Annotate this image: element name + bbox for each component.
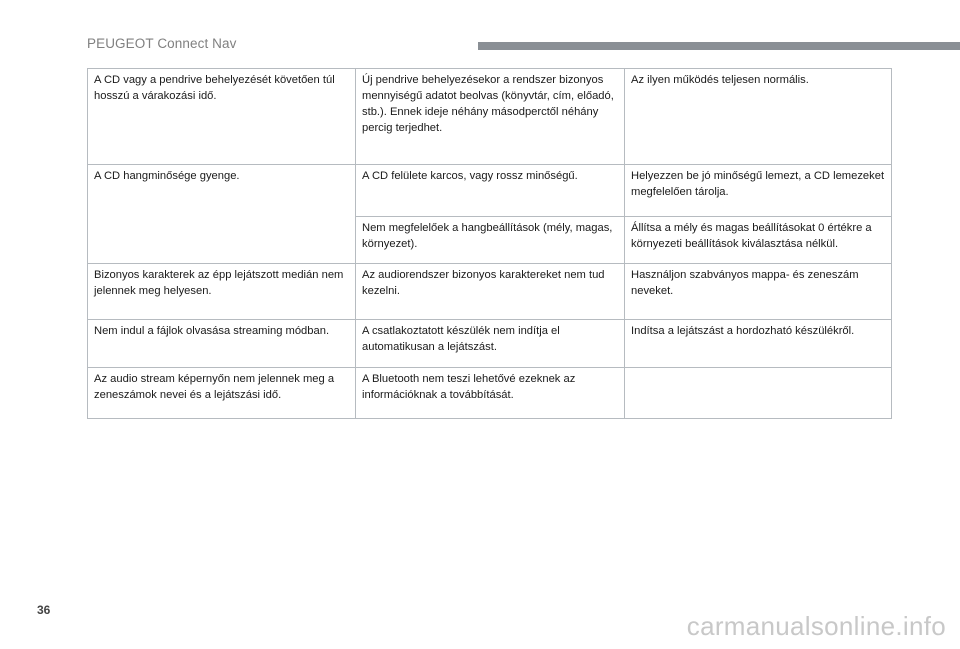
solution-cell: Állítsa a mély és magas beállításokat 0 értékre a környezeti beállítások kiválasztása nélkül. xyxy=(625,217,892,264)
problem-cell: A CD hangminősége gyenge. xyxy=(88,165,356,264)
cause-cell: A Bluetooth nem teszi lehetővé ezeknek az információknak a továbbítását. xyxy=(356,368,625,419)
troubleshooting-table xyxy=(87,68,892,419)
cause-cell: Az audiorendszer bizonyos karaktereket nem tud kezelni. xyxy=(356,264,625,320)
problem-cell: Nem indul a fájlok olvasása streaming módban. xyxy=(88,320,356,368)
document-header-title: PEUGEOT Connect Nav xyxy=(87,36,237,51)
header-decorative-bar xyxy=(478,42,960,50)
solution-cell xyxy=(625,368,892,419)
solution-cell: Az ilyen működés teljesen normális. xyxy=(625,69,892,165)
solution-cell: Indítsa a lejátszást a hordozható készülékről. xyxy=(625,320,892,368)
solution-cell: Használjon szabványos mappa- és zeneszám neveket. xyxy=(625,264,892,320)
table-row xyxy=(88,165,892,217)
cause-cell: Nem megfelelőek a hangbeállítások (mély, magas, környezet). xyxy=(356,217,625,264)
cause-cell: Új pendrive behelyezésekor a rendszer bizonyos mennyiségű adatot beolvas (könyvtár, cím, előadó, stb.). Ennek ideje néhány másodperctől néhány percig terjedhet. xyxy=(356,69,625,165)
problem-cell: A CD vagy a pendrive behelyezését követően túl hosszú a várakozási idő. xyxy=(88,69,356,165)
watermark: carmanualsonline.info xyxy=(686,611,946,641)
table-row xyxy=(88,264,892,320)
table-row xyxy=(88,368,892,419)
cause-cell: A csatlakoztatott készülék nem indítja el automatikusan a lejátszást. xyxy=(356,320,625,368)
cause-cell: A CD felülete karcos, vagy rossz minőségű. xyxy=(356,165,625,217)
table-row xyxy=(88,69,892,165)
problem-cell: Az audio stream képernyőn nem jelennek meg a zeneszámok nevei és a lejátszási idő. xyxy=(88,368,356,419)
solution-cell: Helyezzen be jó minőségű lemezt, a CD lemezeket megfelelően tárolja. xyxy=(625,165,892,217)
page-number: 36 xyxy=(37,603,51,617)
problem-cell: Bizonyos karakterek az épp lejátszott medián nem jelennek meg helyesen. xyxy=(88,264,356,320)
table-row xyxy=(88,320,892,368)
